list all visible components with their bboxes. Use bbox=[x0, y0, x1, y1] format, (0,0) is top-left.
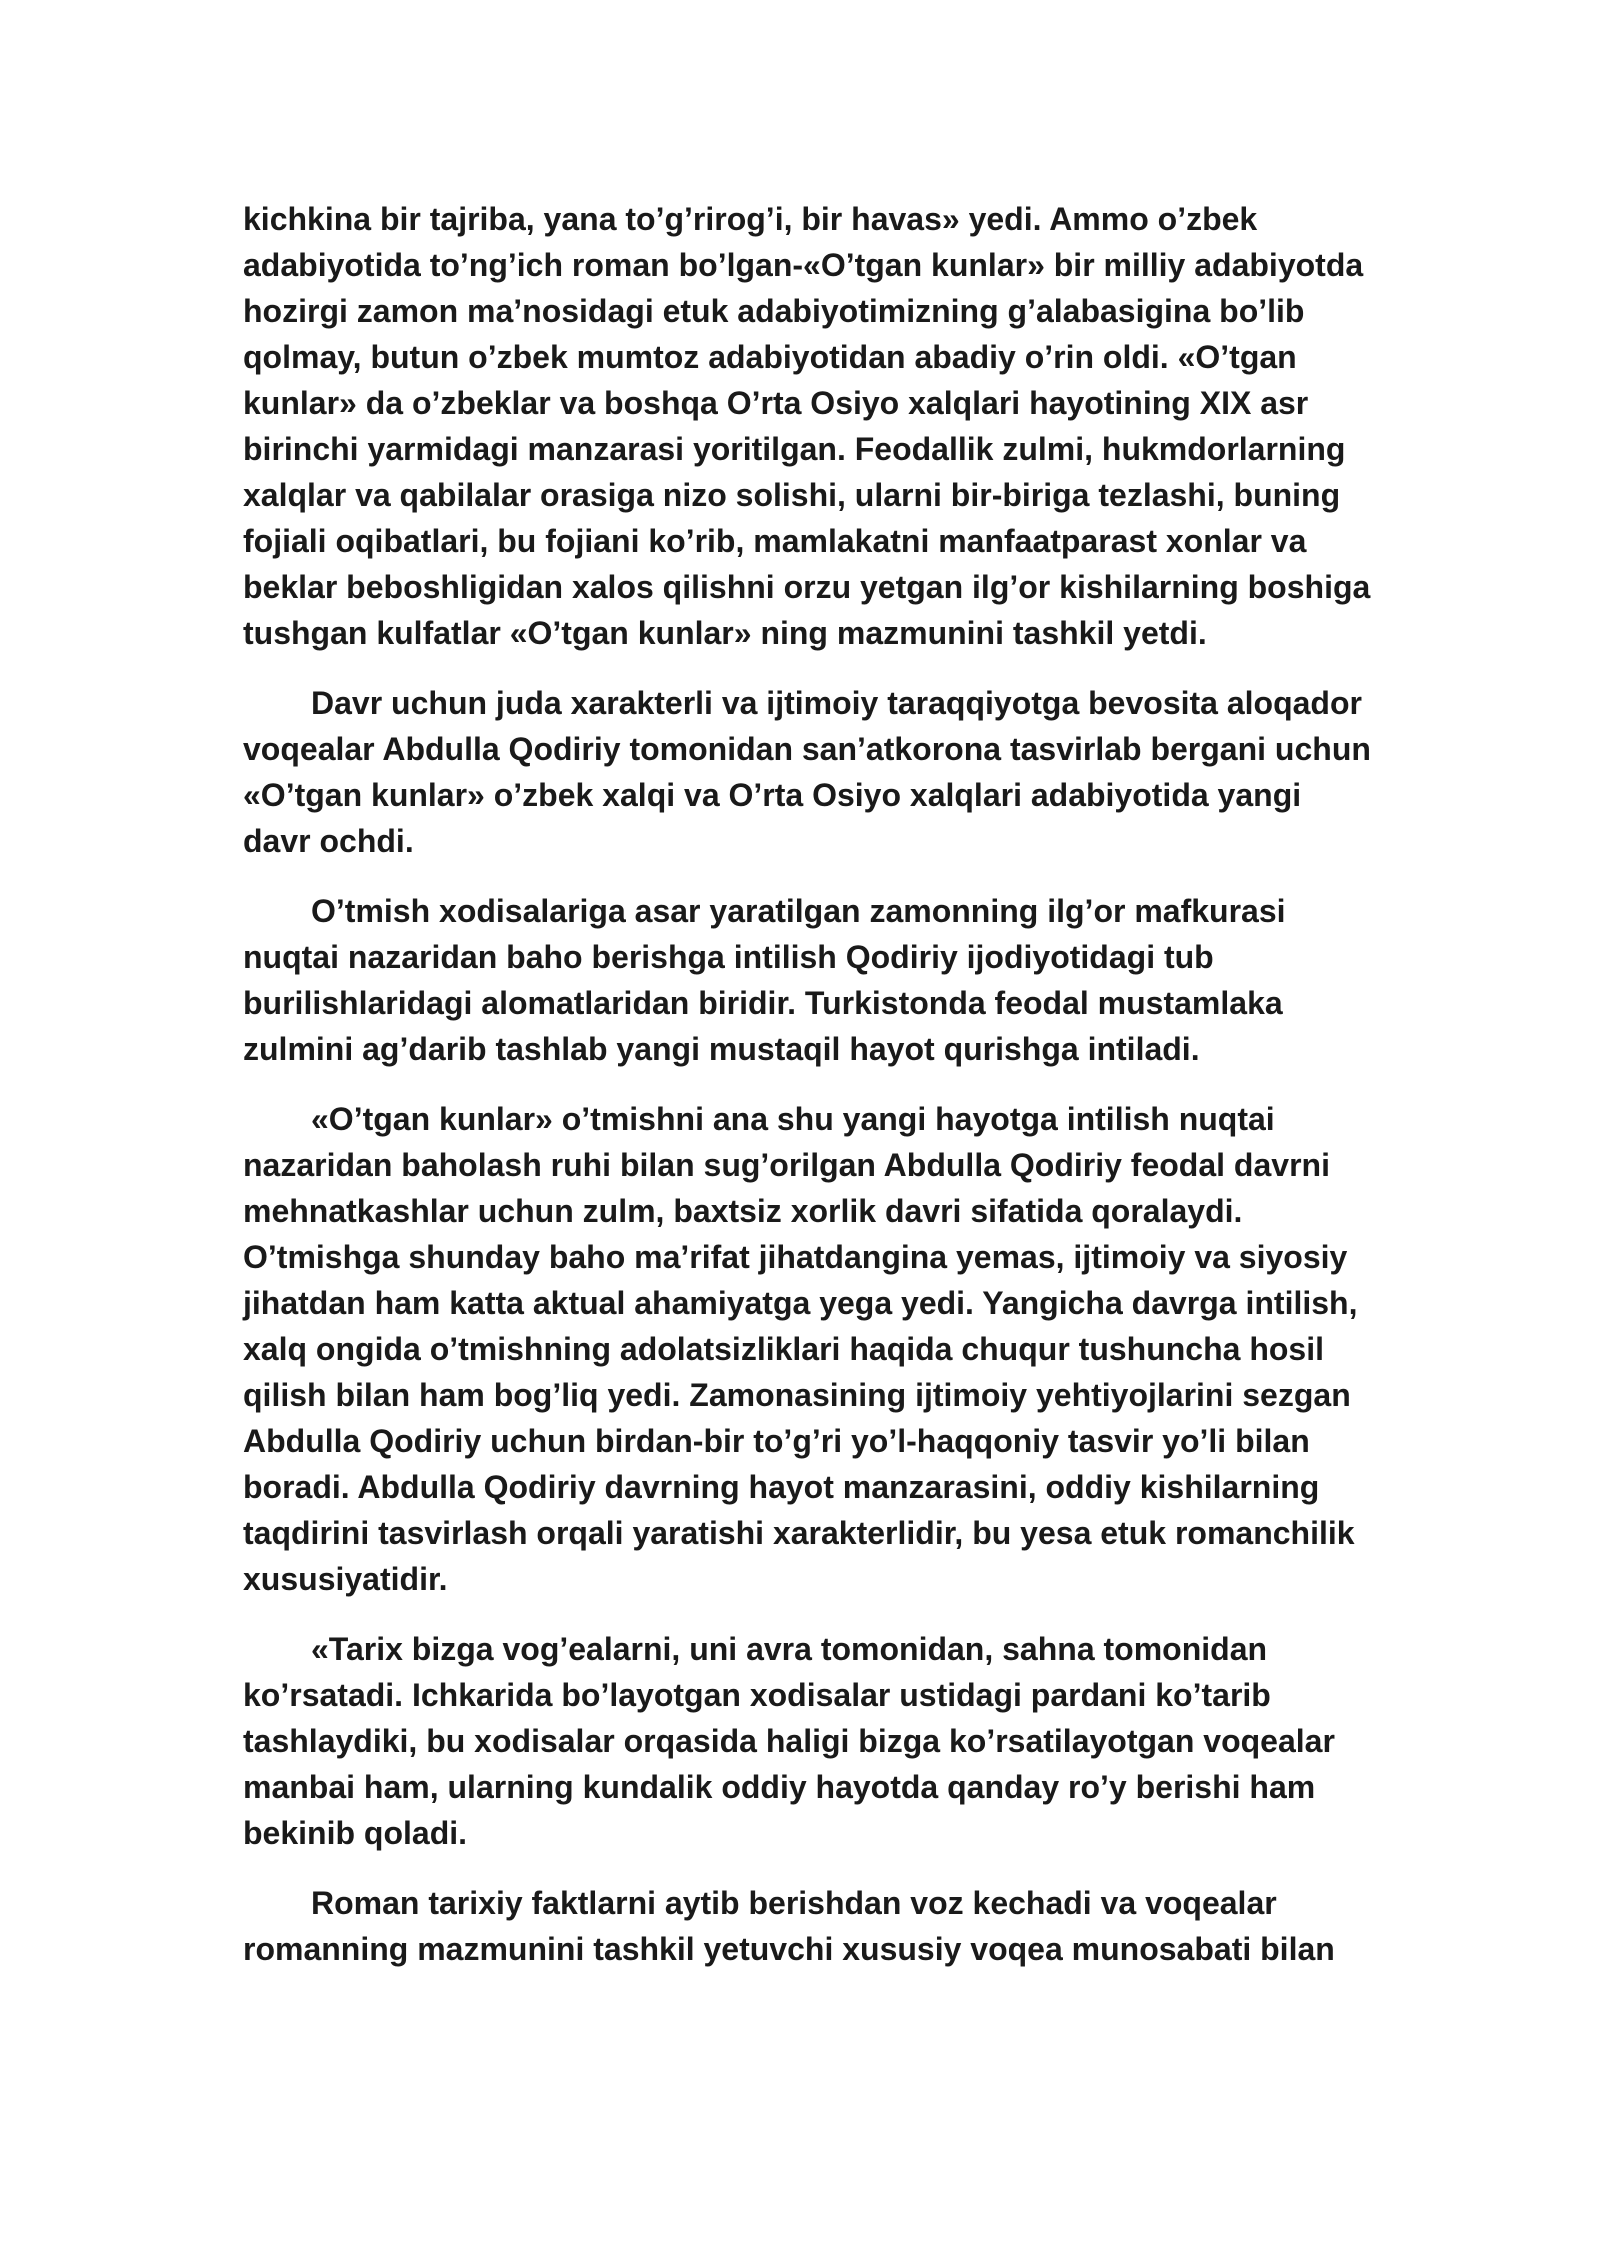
paragraph-6: Roman tarixiy faktlarni aytib berishdan voz kechadi va voqealar romanning mazmunini tashkil yetuvchi xususiy voqea munosabati bilan bbox=[243, 1885, 1335, 1967]
paragraph-2: Davr uchun juda xarakterli va ijtimoiy taraqqiyotga bevosita aloqador voqealar Abdulla Qodiriy tomonidan san’atkorona tasvirlab bergani uchun «O’tgan kunlar» o’zbek xalqi va O’rta Osiyo xalqlari adabiyotida yangi davr ochdi. bbox=[243, 685, 1371, 859]
paragraph-5: «Tarix bizga vog’ealarni, uni avra tomonidan, sahna tomonidan ko’rsatadi. Ichkarida bo’layotgan xodisalar ustidagi pardani ko’tarib tashlaydiki, bu xodisalar orqasida haligi bizga ko’rsatilayotgan voqealar manbai ham, ularning kundalik oddiy hayotda qanday ro’y berishi ham bekinib qoladi. bbox=[243, 1631, 1335, 1851]
paragraph-4: «O’tgan kunlar» o’tmishni ana shu yangi hayotga intilish nuqtai nazaridan baholash ruhi bilan sug’orilgan Abdulla Qodiriy feodal davrni mehnatkashlar uchun zulm, baxtsiz xorlik davri sifatida qoralaydi. O’tmishga shunday baho ma’rifat jihatdangina yemas, ijtimoiy va siyosiy jihatdan ham katta aktual ahamiyatga yega yedi. Yangicha davrga intilish, xalq ongida o’tmishning adolatsizliklari haqida chuqur tushuncha hosil qilish bilan ham bog’liq yedi. Zamonasining ijtimoiy yehtiyojlarini sezgan Abdulla Qodiriy uchun birdan-bir to’g’ri yo’l-haqqoniy tasvir yo’li bilan boradi. Abdulla Qodiriy davrning hayot manzarasini, oddiy kishilarning taqdirini tasvirlash orqali yaratishi xarakterlidir, bu yesa etuk romanchilik xususiyatidir. bbox=[243, 1101, 1358, 1597]
paragraph-3: O’tmish xodisalariga asar yaratilgan zamonning ilg’or mafkurasi nuqtai nazaridan baho berishga intilish Qodiriy ijodiyotidagi tub burilishlaridagi alomatlaridan biridir. Turkistonda feodal mustamlaka zulmini ag’darib tashlab yangi mustaqil hayot qurishga intiladi. bbox=[243, 893, 1286, 1067]
paragraph-1: kichkina bir tajriba, yana to’g’rirog’i, bir havas» yedi. Ammo o’zbek adabiyotida to’ng’ich roman bo’lgan-«O’tgan kunlar» bir milliy adabiyotda hozirgi zamon ma’nosidagi etuk adabiyotimizning g’alabasigina bo’lib qolmay, butun o’zbek mumtoz adabiyotidan abadiy o’rin oldi. «O’tgan kunlar» da o’zbeklar va boshqa O’rta Osiyo xalqlari hayotining XIX asr birinchi yarmidagi manzarasi yoritilgan. Feodallik zulmi, hukmdorlarning xalqlar va qabilalar orasiga nizo solishi, ularni bir-biriga tezlashi, buning fojiali oqibatlari, bu fojiani ko’rib, mamlakatni manfaatparast xonlar va beklar beboshligidan xalos qilishni orzu yetgan ilg’or kishilarning boshiga tushgan kulfatlar «O’tgan kunlar» ning mazmunini tashkil yetdi. bbox=[243, 201, 1371, 651]
document-body bbox=[243, 196, 1373, 1996]
